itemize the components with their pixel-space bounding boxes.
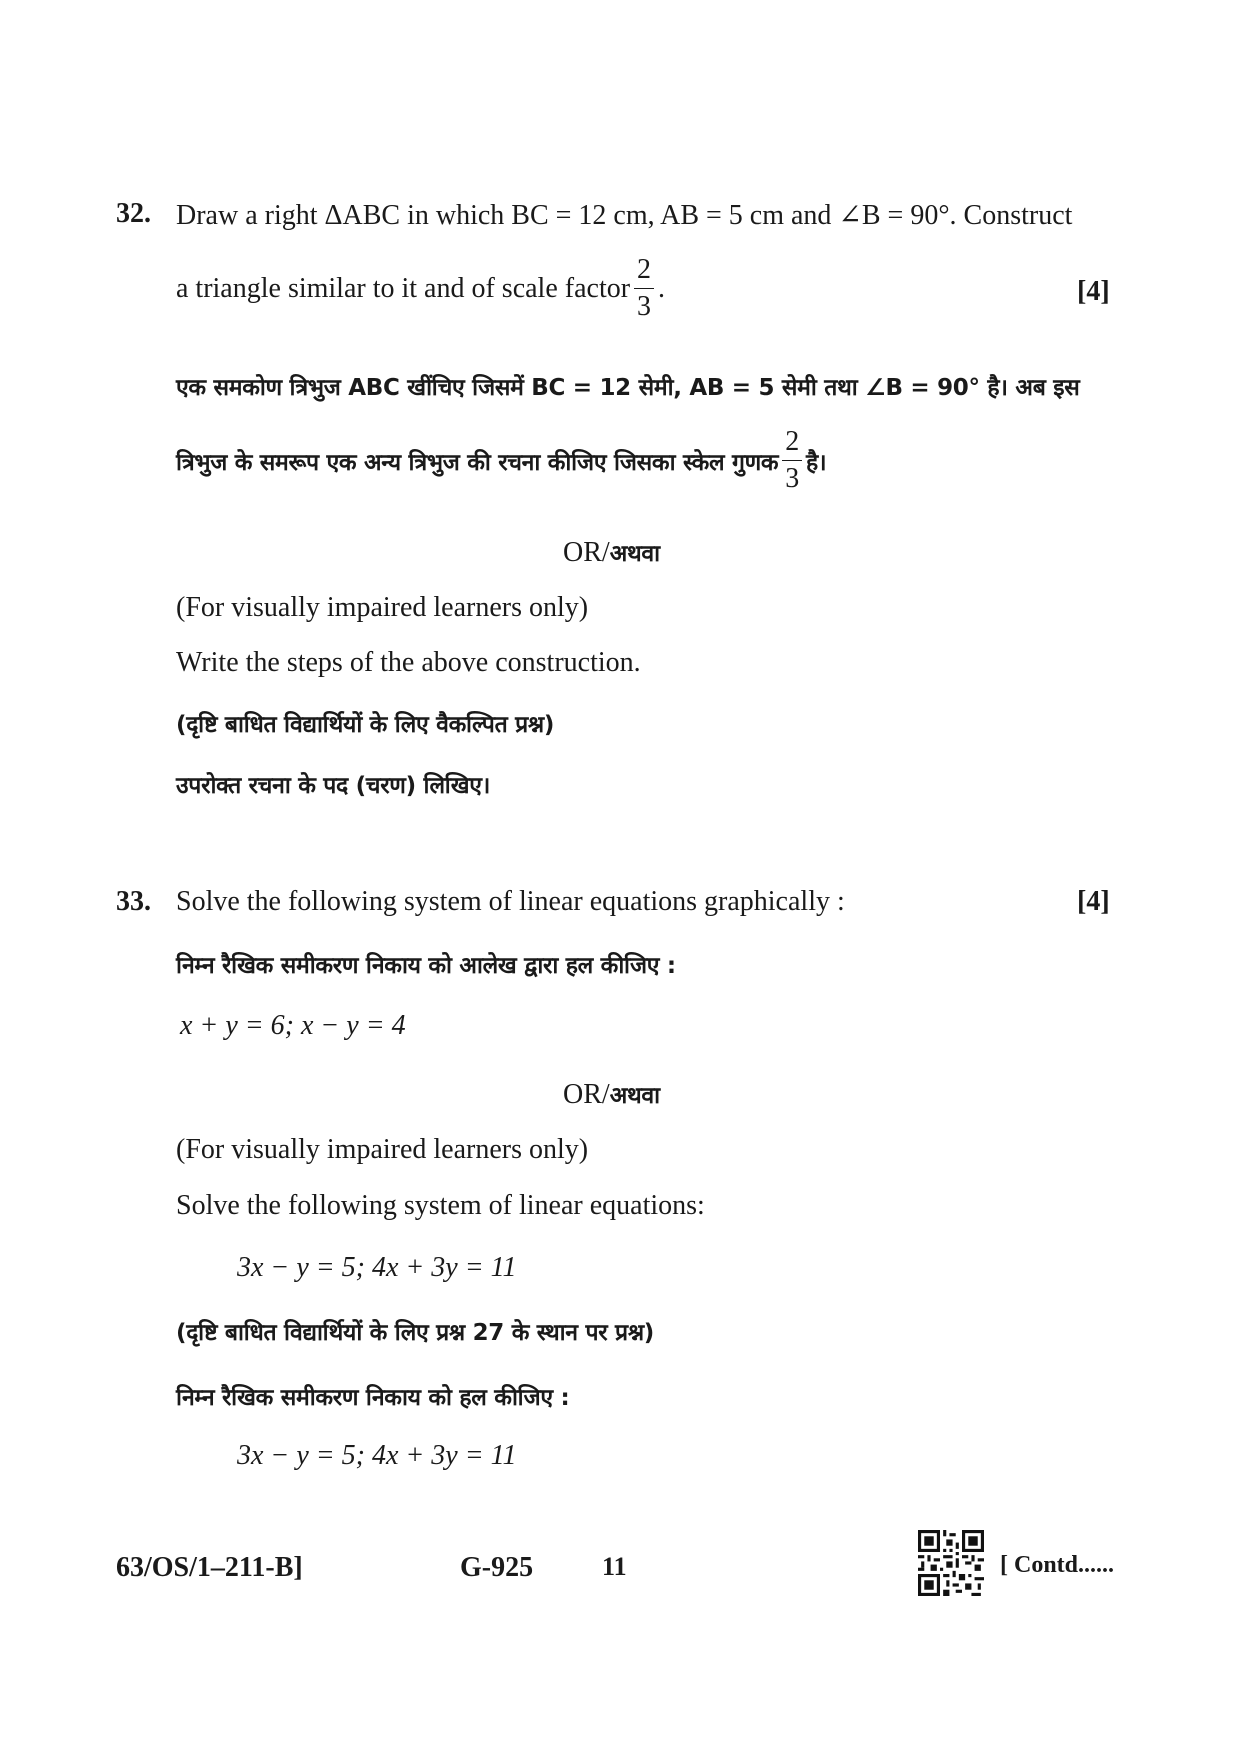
qr-code-icon: [918, 1530, 984, 1596]
question-33-line1: Solve the following system of linear equations graphically :: [176, 886, 845, 917]
or-separator-32: [563, 536, 660, 569]
question-32-marks: [4]: [1077, 276, 1110, 307]
question-33-vi-note: (For visually impaired learners only): [176, 1134, 589, 1165]
question-33-vi-task: Solve the following system of linear equations:: [176, 1190, 705, 1221]
question-32-line1: Draw a right ΔABC in which BC = 12 cm, AB = 5 cm and ∠B = 90°. Construct: [176, 200, 1073, 231]
continued-label: [ Contd......: [1000, 1552, 1115, 1578]
question-32-number: 32.: [116, 198, 151, 229]
question-32-vi-note-hindi: (दृष्टि बाधित विद्यार्थियों के लिए वैकल्पित प्रश्न): [176, 712, 555, 738]
question-32-vi-note: (For visually impaired learners only): [176, 592, 589, 623]
or-english: OR/: [563, 537, 610, 568]
fraction-denominator: 3: [785, 463, 799, 494]
or-hindi: अथवा: [609, 541, 660, 567]
series-code: G-925: [460, 1552, 534, 1583]
question-32-hindi-line2-text: त्रिभुज के समरूप एक अन्य त्रिभुज की रचना कीजिए जिसका स्केल गुणक: [176, 449, 779, 476]
question-32-line2-text: a triangle similar to it and of scale factor: [176, 272, 631, 304]
question-32-vi-task: Write the steps of the above construction.: [176, 647, 641, 678]
question-33-hindi-line1: निम्न रैखिक समीकरण निकाय को आलेख द्वारा हल कीजिए :: [176, 953, 676, 979]
page-number: 11: [602, 1552, 627, 1581]
equation-graphical: x + y = 6; x − y = 4: [180, 1010, 406, 1041]
question-33-vi-note-hindi: (दृष्टि बाधित विद्यार्थियों के लिए प्रश्न 27 के स्थान पर प्रश्न): [176, 1320, 655, 1346]
fraction-numerator: 2: [634, 256, 654, 289]
question-33-marks: [4]: [1077, 886, 1110, 917]
equation-algebraic: 3x − y = 5; 4x + 3y = 11: [237, 1252, 517, 1283]
or-hindi: अथवा: [609, 1083, 660, 1109]
question-32-line2-end: .: [658, 272, 666, 304]
question-32-hindi-line2: [176, 428, 826, 493]
or-separator-33: [563, 1078, 660, 1111]
scale-factor-fraction: [634, 256, 654, 321]
fraction-denominator: 3: [637, 291, 652, 322]
or-english: OR/: [563, 1079, 610, 1110]
question-33-vi-task-hindi: निम्न रैखिक समीकरण निकाय को हल कीजिए :: [176, 1385, 570, 1411]
question-32-line2: [176, 256, 665, 321]
question-32-hindi-line2-end: है।: [806, 449, 827, 476]
question-32-vi-task-hindi: उपरोक्त रचना के पद (चरण) लिखिए।: [176, 773, 491, 799]
equation-algebraic-hindi: 3x − y = 5; 4x + 3y = 11: [237, 1440, 517, 1471]
paper-code: 63/OS/1–211-B]: [116, 1552, 303, 1583]
fraction-numerator: 2: [782, 428, 802, 461]
question-33-number: 33.: [116, 886, 151, 917]
question-32-hindi-line1: एक समकोण त्रिभुज ABC खींचिए जिसमें BC = 12 सेमी, AB = 5 सेमी तथा ∠B = 90° है। अब इस: [176, 375, 1080, 401]
scale-factor-fraction-hindi: [782, 428, 802, 493]
